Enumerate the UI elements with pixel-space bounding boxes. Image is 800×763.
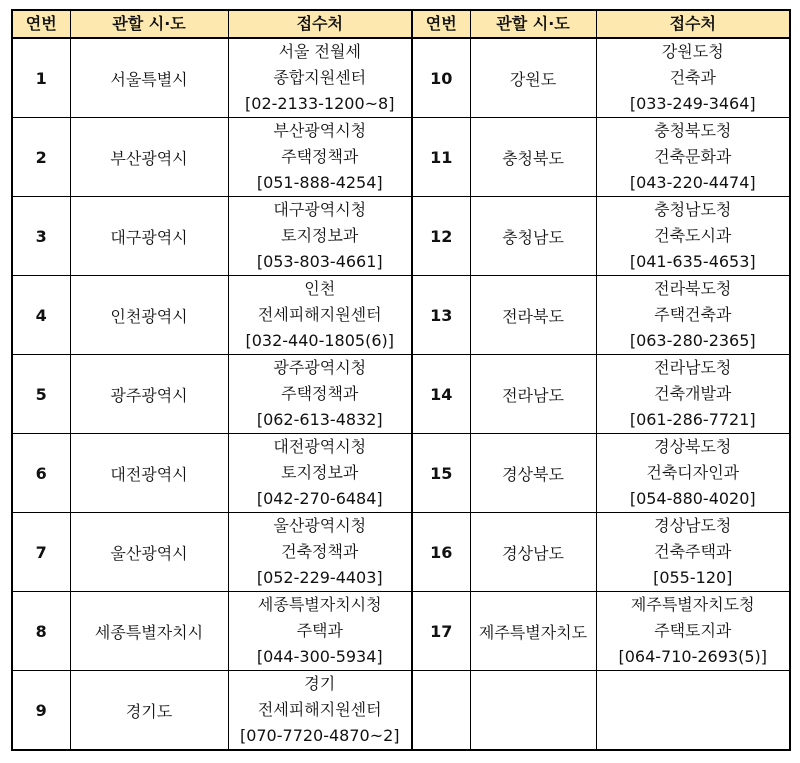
office-cell-left bbox=[228, 118, 412, 197]
office-cell-left bbox=[228, 38, 412, 118]
region-cell-right: 강원도 bbox=[470, 38, 596, 118]
office-cell-right bbox=[596, 434, 790, 513]
office-name-line: 인천 bbox=[304, 279, 336, 298]
office-cell-left bbox=[228, 671, 412, 751]
office-cell-right bbox=[596, 118, 790, 197]
office-name-line: 건축디자인과 bbox=[646, 463, 740, 482]
office-name-line: 토지정보과 bbox=[281, 226, 359, 245]
office-name-line: 토지정보과 bbox=[281, 463, 359, 482]
table-row bbox=[12, 671, 790, 751]
office-name-line: 경기 bbox=[304, 674, 336, 693]
office-cell-right bbox=[596, 276, 790, 355]
region-cell-left: 대구광역시 bbox=[70, 197, 228, 276]
header-no-right: 연번 bbox=[412, 10, 470, 38]
header-row bbox=[12, 10, 790, 38]
row-number-right: 12 bbox=[412, 197, 470, 276]
office-phone: [041-635-4653] bbox=[629, 252, 756, 271]
office-cell-right bbox=[596, 513, 790, 592]
region-cell-right: 경상남도 bbox=[470, 513, 596, 592]
office-name-line: 강원도청 bbox=[661, 42, 724, 61]
region-cell-left: 광주광역시 bbox=[70, 355, 228, 434]
office-name-line: 광주광역시청 bbox=[273, 358, 367, 377]
table-row bbox=[12, 355, 790, 434]
row-number-right: 15 bbox=[412, 434, 470, 513]
office-name-line: 서울 전월세 bbox=[278, 42, 361, 61]
office-cell-left bbox=[228, 513, 412, 592]
table-row bbox=[12, 197, 790, 276]
office-name-line: 건축과 bbox=[669, 68, 716, 87]
row-number-right: 17 bbox=[412, 592, 470, 671]
region-cell-left: 경기도 bbox=[70, 671, 228, 751]
header-region-right: 관할 시·도 bbox=[470, 10, 596, 38]
office-name-line: 주택과 bbox=[296, 621, 343, 640]
office-name-line: 주택토지과 bbox=[654, 621, 732, 640]
office-phone: [032-440-1805(6)] bbox=[245, 331, 394, 350]
row-number-right: 11 bbox=[412, 118, 470, 197]
office-name-line: 건축정책과 bbox=[281, 542, 359, 561]
office-name-line: 종합지원센터 bbox=[273, 68, 367, 87]
row-number-left: 7 bbox=[12, 513, 70, 592]
office-phone: [051-888-4254] bbox=[256, 173, 383, 192]
office-name-line: 건축도시과 bbox=[654, 226, 732, 245]
office-name-line: 울산광역시청 bbox=[273, 516, 367, 535]
region-cell-right: 전라남도 bbox=[470, 355, 596, 434]
office-cell-right bbox=[596, 355, 790, 434]
office-cell-right bbox=[596, 197, 790, 276]
office-name-line: 건축문화과 bbox=[654, 147, 732, 166]
office-phone: [055-120] bbox=[653, 568, 733, 587]
office-phone: [02-2133-1200~8] bbox=[245, 94, 395, 113]
office-cell-right bbox=[596, 592, 790, 671]
office-phone: [064-710-2693(5)] bbox=[618, 647, 767, 666]
office-phone: [070-7720-4870~2] bbox=[239, 726, 400, 745]
table-row bbox=[12, 592, 790, 671]
table-body bbox=[12, 38, 790, 750]
header-region-left: 관할 시·도 bbox=[70, 10, 228, 38]
region-cell-right: 전라북도 bbox=[470, 276, 596, 355]
office-name-line: 건축주택과 bbox=[654, 542, 732, 561]
row-number-right: 13 bbox=[412, 276, 470, 355]
office-name-line: 부산광역시청 bbox=[273, 121, 367, 140]
row-number-right bbox=[412, 671, 470, 751]
office-cell-left bbox=[228, 592, 412, 671]
region-cell-right: 제주특별자치도 bbox=[470, 592, 596, 671]
region-cell-left: 세종특별자치시 bbox=[70, 592, 228, 671]
row-number-left: 1 bbox=[12, 38, 70, 118]
office-name-line: 건축개발과 bbox=[654, 384, 732, 403]
region-cell-left: 인천광역시 bbox=[70, 276, 228, 355]
region-cell-left: 서울특별시 bbox=[70, 38, 228, 118]
office-phone: [061-286-7721] bbox=[629, 410, 756, 429]
office-phone: [063-280-2365] bbox=[629, 331, 756, 350]
region-cell-right: 충청남도 bbox=[470, 197, 596, 276]
row-number-left: 3 bbox=[12, 197, 70, 276]
office-name-line: 세종특별자치시청 bbox=[257, 595, 382, 614]
office-name-line: 경상북도청 bbox=[654, 437, 732, 456]
header-office-left: 접수처 bbox=[228, 10, 412, 38]
region-cell-right bbox=[470, 671, 596, 751]
region-cell-left: 대전광역시 bbox=[70, 434, 228, 513]
office-cell-left bbox=[228, 276, 412, 355]
office-name-line: 주택정책과 bbox=[281, 384, 359, 403]
row-number-left: 6 bbox=[12, 434, 70, 513]
row-number-right: 10 bbox=[412, 38, 470, 118]
row-number-left: 5 bbox=[12, 355, 70, 434]
office-cell-right bbox=[596, 38, 790, 118]
row-number-left: 2 bbox=[12, 118, 70, 197]
office-phone: [042-270-6484] bbox=[256, 489, 383, 508]
office-name-line: 제주특별자치도청 bbox=[630, 595, 755, 614]
office-phone: [053-803-4661] bbox=[256, 252, 383, 271]
office-cell-right bbox=[596, 671, 790, 751]
office-name-line: 전라남도청 bbox=[654, 358, 732, 377]
table-row bbox=[12, 434, 790, 513]
row-number-right: 14 bbox=[412, 355, 470, 434]
row-number-left: 4 bbox=[12, 276, 70, 355]
office-name-line: 대구광역시청 bbox=[273, 200, 367, 219]
office-name-line: 전세피해지원센터 bbox=[257, 700, 382, 719]
office-name-line: 충청남도청 bbox=[654, 200, 732, 219]
region-cell-left: 부산광역시 bbox=[70, 118, 228, 197]
office-name-line: 충청북도청 bbox=[654, 121, 732, 140]
region-cell-right: 경상북도 bbox=[470, 434, 596, 513]
row-number-right: 16 bbox=[412, 513, 470, 592]
region-cell-right: 충청북도 bbox=[470, 118, 596, 197]
office-phone: [033-249-3464] bbox=[629, 94, 756, 113]
office-name-line: 경상남도청 bbox=[654, 516, 732, 535]
table-row bbox=[12, 513, 790, 592]
row-number-left: 9 bbox=[12, 671, 70, 751]
office-name-line: 전라북도청 bbox=[654, 279, 732, 298]
office-cell-left bbox=[228, 434, 412, 513]
row-number-left: 8 bbox=[12, 592, 70, 671]
office-name-line: 대전광역시청 bbox=[273, 437, 367, 456]
table-row bbox=[12, 38, 790, 118]
table-row bbox=[12, 276, 790, 355]
header-no-left: 연번 bbox=[12, 10, 70, 38]
table-row bbox=[12, 118, 790, 197]
office-name-line: 주택건축과 bbox=[654, 305, 732, 324]
office-cell-left bbox=[228, 355, 412, 434]
office-phone: [054-880-4020] bbox=[629, 489, 756, 508]
region-cell-left: 울산광역시 bbox=[70, 513, 228, 592]
office-phone: [043-220-4474] bbox=[629, 173, 756, 192]
office-phone: [062-613-4832] bbox=[256, 410, 383, 429]
office-cell-left bbox=[228, 197, 412, 276]
office-name-line: 전세피해지원센터 bbox=[257, 305, 382, 324]
header-office-right: 접수처 bbox=[596, 10, 790, 38]
office-name-line: 주택정책과 bbox=[281, 147, 359, 166]
office-phone: [044-300-5934] bbox=[256, 647, 383, 666]
office-phone: [052-229-4403] bbox=[256, 568, 383, 587]
office-contact-table bbox=[11, 9, 791, 751]
